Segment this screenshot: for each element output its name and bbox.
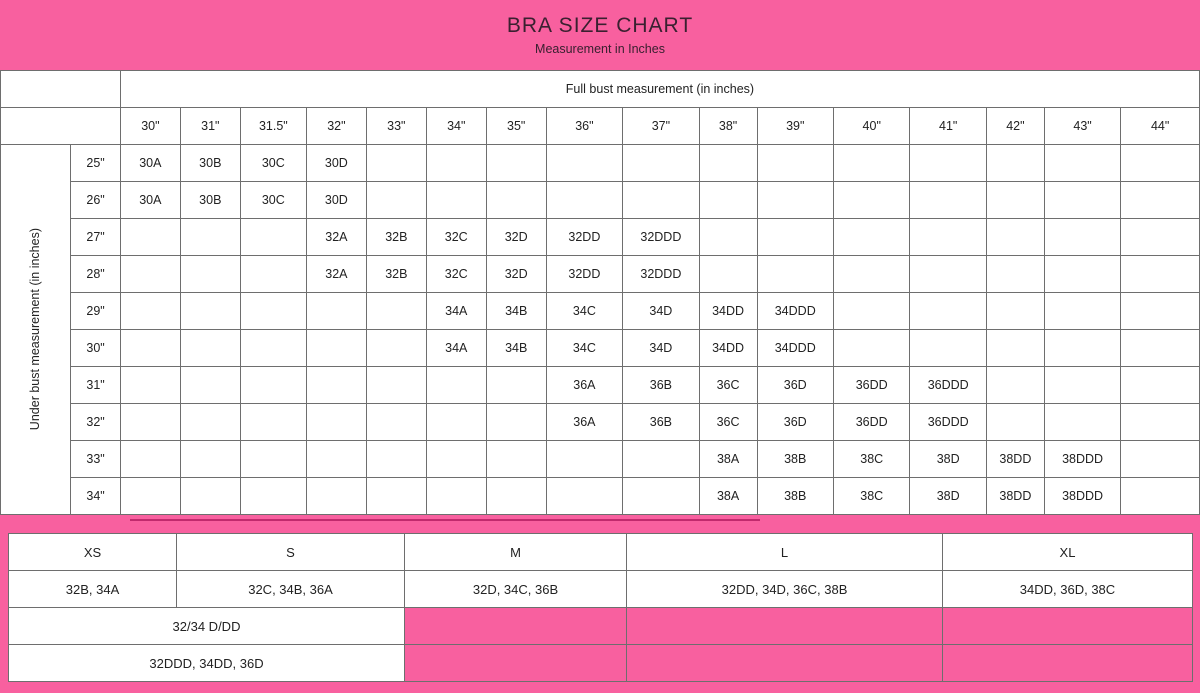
grid-cell-empty (180, 219, 240, 256)
grid-cell-size: 36B (623, 367, 699, 404)
grid-cell-size: 34A (426, 330, 486, 367)
column-header-14: 43" (1044, 108, 1120, 145)
grid-cell-empty (1121, 293, 1200, 330)
grid-cell-empty (833, 256, 909, 293)
grid-cell-empty (986, 145, 1044, 182)
grid-cell-empty (1044, 404, 1120, 441)
grid-cell-empty (986, 182, 1044, 219)
column-header-15: 44" (1121, 108, 1200, 145)
column-header-9: 38" (699, 108, 757, 145)
row-header-0: 25" (71, 145, 121, 182)
grid-cell-empty (986, 330, 1044, 367)
grid-cell-size: 34D (623, 330, 699, 367)
grid-cell-empty (986, 219, 1044, 256)
grid-cell-empty (240, 441, 306, 478)
grid-cell-empty (546, 182, 622, 219)
grid-cell-empty (910, 145, 986, 182)
column-header-10: 39" (757, 108, 833, 145)
grid-cell-empty (486, 182, 546, 219)
cup-size-extra-row-1: 32/34 D/DD (9, 608, 405, 645)
grid-cell-size: 36D (757, 367, 833, 404)
grid-cell-empty (1121, 367, 1200, 404)
row-header-5: 30" (71, 330, 121, 367)
column-header-6: 35" (486, 108, 546, 145)
grid-cell-empty (180, 367, 240, 404)
cup-size-empty-cell (405, 645, 627, 682)
row-header-1: 26" (71, 182, 121, 219)
grid-cell-empty (623, 145, 699, 182)
grid-cell-empty (366, 478, 426, 515)
grid-cell-empty (120, 441, 180, 478)
grid-cell-empty (486, 145, 546, 182)
row-header-2: 27" (71, 219, 121, 256)
grid-cell-empty (180, 256, 240, 293)
grid-cell-size: 38D (910, 478, 986, 515)
grid-cell-empty (240, 478, 306, 515)
grid-cell-empty (240, 330, 306, 367)
cup-size-header-3: L (627, 534, 943, 571)
grid-cell-size: 38DDD (1044, 441, 1120, 478)
grid-cell-empty (986, 256, 1044, 293)
grid-cell-size: 38C (833, 441, 909, 478)
grid-cell-size: 36A (546, 404, 622, 441)
grid-cell-size: 32DDD (623, 256, 699, 293)
title-area (0, 0, 1200, 70)
grid-cell-empty (833, 330, 909, 367)
grid-cell-empty (180, 404, 240, 441)
grid-cell-size: 32D (486, 219, 546, 256)
grid-cell-size: 38B (757, 441, 833, 478)
under-bust-axis-label-text: Under bust measurement (in inches) (28, 228, 43, 431)
cup-size-empty-cell (943, 645, 1193, 682)
grid-cell-empty (240, 404, 306, 441)
grid-cell-empty (986, 293, 1044, 330)
size-grid-table (0, 70, 1200, 515)
grid-cell-empty (699, 219, 757, 256)
grid-cell-empty (757, 256, 833, 293)
grid-cell-size: 34B (486, 293, 546, 330)
grid-cell-empty (366, 404, 426, 441)
grid-cell-empty (833, 145, 909, 182)
grid-cell-size: 34DD (699, 293, 757, 330)
grid-cell-empty (306, 404, 366, 441)
cup-size-header-2: M (405, 534, 627, 571)
grid-corner-spacer-2 (1, 108, 121, 145)
grid-cell-empty (910, 256, 986, 293)
grid-cell-empty (240, 367, 306, 404)
grid-cell-size: 34A (426, 293, 486, 330)
grid-cell-empty (1044, 256, 1120, 293)
grid-cell-size: 32A (306, 219, 366, 256)
grid-cell-empty (240, 219, 306, 256)
grid-cell-empty (910, 293, 986, 330)
cup-size-values-2: 32D, 34C, 36B (405, 571, 627, 608)
grid-cell-empty (986, 367, 1044, 404)
cup-size-header-0: XS (9, 534, 177, 571)
grid-cell-empty (1121, 441, 1200, 478)
grid-cell-empty (546, 441, 622, 478)
grid-cell-size: 34DDD (757, 330, 833, 367)
column-header-1: 31" (180, 108, 240, 145)
grid-cell-empty (120, 293, 180, 330)
grid-cell-size: 30D (306, 182, 366, 219)
grid-cell-empty (757, 145, 833, 182)
grid-cell-empty (426, 145, 486, 182)
column-header-0: 30" (120, 108, 180, 145)
grid-cell-empty (623, 478, 699, 515)
grid-cell-empty (546, 145, 622, 182)
column-header-5: 34" (426, 108, 486, 145)
grid-cell-size: 38DDD (1044, 478, 1120, 515)
column-header-12: 41" (910, 108, 986, 145)
grid-cell-empty (546, 478, 622, 515)
grid-cell-empty (1121, 145, 1200, 182)
grid-cell-empty (1044, 330, 1120, 367)
cup-size-extra-row-2: 32DDD, 34DD, 36D (9, 645, 405, 682)
grid-cell-size: 38C (833, 478, 909, 515)
grid-cell-empty (1044, 293, 1120, 330)
accent-underline (130, 519, 760, 521)
grid-cell-size: 36C (699, 367, 757, 404)
grid-cell-empty (833, 219, 909, 256)
grid-cell-size: 38A (699, 478, 757, 515)
grid-cell-size: 36DDD (910, 404, 986, 441)
row-header-9: 34" (71, 478, 121, 515)
grid-cell-empty (366, 330, 426, 367)
grid-cell-size: 30C (240, 182, 306, 219)
grid-cell-size: 34DDD (757, 293, 833, 330)
grid-cell-empty (306, 441, 366, 478)
grid-cell-empty (306, 478, 366, 515)
grid-cell-empty (306, 293, 366, 330)
grid-cell-empty (833, 182, 909, 219)
grid-cell-empty (366, 441, 426, 478)
grid-cell-empty (426, 478, 486, 515)
grid-cell-empty (833, 293, 909, 330)
grid-cell-empty (180, 478, 240, 515)
page-subtitle: Measurement in Inches (535, 42, 665, 56)
cup-size-header-4: XL (943, 534, 1193, 571)
grid-cell-size: 38D (910, 441, 986, 478)
grid-cell-empty (486, 478, 546, 515)
grid-cell-size: 34DD (699, 330, 757, 367)
grid-cell-size: 32DD (546, 219, 622, 256)
grid-cell-size: 36A (546, 367, 622, 404)
grid-cell-empty (486, 367, 546, 404)
grid-cell-empty (180, 441, 240, 478)
column-header-11: 40" (833, 108, 909, 145)
grid-cell-empty (1044, 219, 1120, 256)
grid-cell-empty (120, 256, 180, 293)
grid-cell-empty (366, 293, 426, 330)
column-header-13: 42" (986, 108, 1044, 145)
grid-cell-empty (699, 182, 757, 219)
grid-cell-size: 36D (757, 404, 833, 441)
grid-cell-size: 34C (546, 330, 622, 367)
grid-cell-size: 36DD (833, 404, 909, 441)
grid-cell-empty (1044, 367, 1120, 404)
cup-size-empty-cell (943, 608, 1193, 645)
grid-cell-size: 34D (623, 293, 699, 330)
grid-corner-spacer (1, 71, 121, 108)
column-header-3: 32" (306, 108, 366, 145)
grid-cell-empty (120, 219, 180, 256)
cup-size-table (8, 533, 1193, 682)
grid-cell-empty (240, 256, 306, 293)
grid-cell-empty (1121, 404, 1200, 441)
grid-cell-empty (366, 182, 426, 219)
row-header-3: 28" (71, 256, 121, 293)
cup-size-empty-cell (405, 608, 627, 645)
grid-cell-size: 38A (699, 441, 757, 478)
cup-size-values-1: 32C, 34B, 36A (177, 571, 405, 608)
grid-cell-size: 36DDD (910, 367, 986, 404)
grid-cell-empty (623, 441, 699, 478)
grid-cell-empty (910, 182, 986, 219)
grid-cell-empty (180, 293, 240, 330)
grid-cell-empty (426, 404, 486, 441)
grid-cell-size: 34C (546, 293, 622, 330)
grid-cell-empty (986, 404, 1044, 441)
grid-cell-empty (306, 367, 366, 404)
cup-size-header-1: S (177, 534, 405, 571)
grid-cell-empty (623, 182, 699, 219)
grid-cell-empty (757, 182, 833, 219)
row-header-4: 29" (71, 293, 121, 330)
grid-cell-empty (1121, 478, 1200, 515)
grid-cell-size: 30B (180, 145, 240, 182)
grid-cell-empty (426, 367, 486, 404)
page-title: BRA SIZE CHART (506, 14, 694, 37)
grid-cell-empty (240, 293, 306, 330)
grid-cell-empty (366, 367, 426, 404)
grid-cell-empty (1044, 145, 1120, 182)
grid-cell-empty (426, 441, 486, 478)
grid-cell-size: 30B (180, 182, 240, 219)
grid-cell-size: 36DD (833, 367, 909, 404)
grid-cell-size: 36B (623, 404, 699, 441)
column-header-7: 36" (546, 108, 622, 145)
grid-cell-empty (757, 219, 833, 256)
grid-cell-size: 32D (486, 256, 546, 293)
grid-cell-empty (180, 330, 240, 367)
grid-cell-empty (1121, 182, 1200, 219)
cup-size-empty-cell (627, 645, 943, 682)
grid-cell-empty (1121, 219, 1200, 256)
grid-cell-empty (120, 478, 180, 515)
cup-size-values-4: 34DD, 36D, 38C (943, 571, 1193, 608)
column-header-8: 37" (623, 108, 699, 145)
grid-cell-empty (120, 367, 180, 404)
grid-cell-empty (699, 256, 757, 293)
grid-cell-size: 32B (366, 219, 426, 256)
grid-cell-empty (910, 330, 986, 367)
column-header-2: 31.5" (240, 108, 306, 145)
grid-cell-empty (120, 330, 180, 367)
cup-size-wrapper (8, 533, 1192, 682)
grid-cell-empty (699, 145, 757, 182)
size-grid-wrapper (0, 70, 1200, 522)
cup-size-empty-cell (627, 608, 943, 645)
under-bust-axis-label (1, 145, 71, 515)
row-header-6: 31" (71, 367, 121, 404)
grid-cell-empty (1044, 182, 1120, 219)
grid-cell-size: 34B (486, 330, 546, 367)
grid-cell-size: 32DD (546, 256, 622, 293)
grid-cell-empty (910, 219, 986, 256)
grid-cell-size: 38B (757, 478, 833, 515)
grid-cell-size: 30A (120, 145, 180, 182)
row-header-7: 32" (71, 404, 121, 441)
grid-cell-size: 32DDD (623, 219, 699, 256)
full-bust-header: Full bust measurement (in inches) (120, 71, 1199, 108)
cup-size-values-3: 32DD, 34D, 36C, 38B (627, 571, 943, 608)
grid-cell-empty (486, 404, 546, 441)
grid-cell-size: 30A (120, 182, 180, 219)
row-header-8: 33" (71, 441, 121, 478)
grid-cell-size: 32A (306, 256, 366, 293)
grid-cell-empty (366, 145, 426, 182)
grid-cell-empty (1121, 256, 1200, 293)
grid-cell-size: 32B (366, 256, 426, 293)
grid-cell-size: 32C (426, 256, 486, 293)
grid-cell-empty (1121, 330, 1200, 367)
grid-cell-size: 30D (306, 145, 366, 182)
grid-cell-size: 32C (426, 219, 486, 256)
grid-cell-empty (120, 404, 180, 441)
grid-cell-empty (306, 330, 366, 367)
grid-cell-size: 38DD (986, 441, 1044, 478)
grid-cell-size: 38DD (986, 478, 1044, 515)
column-header-4: 33" (366, 108, 426, 145)
grid-cell-empty (486, 441, 546, 478)
grid-cell-empty (426, 182, 486, 219)
cup-size-values-0: 32B, 34A (9, 571, 177, 608)
grid-cell-size: 36C (699, 404, 757, 441)
grid-cell-size: 30C (240, 145, 306, 182)
